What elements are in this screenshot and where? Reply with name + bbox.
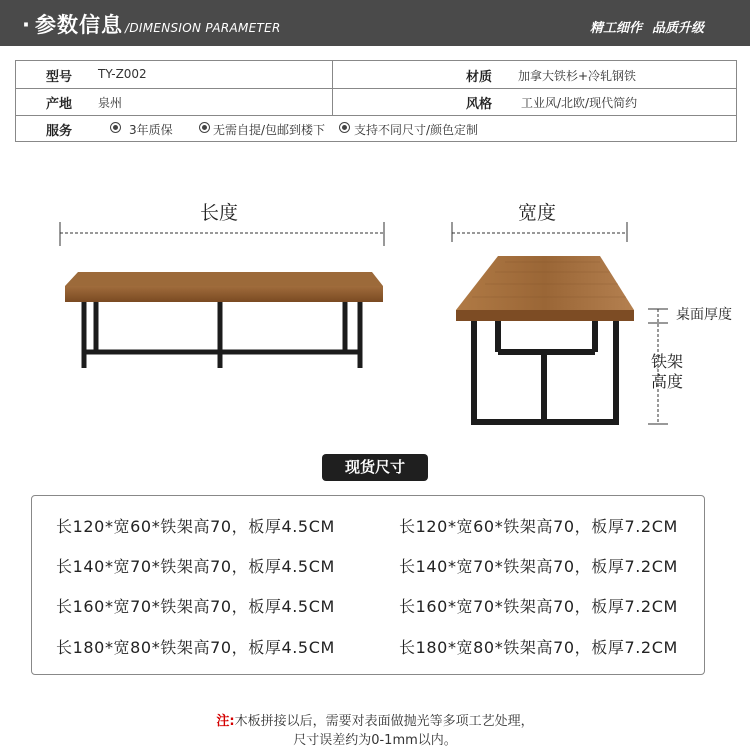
table-front-view (65, 272, 383, 368)
size-left-2: 长140*宽70*铁架高70，板厚4.5CM (56, 557, 335, 576)
service-shipping: 无需自提/包邮到楼下 (213, 123, 326, 137)
footer-note-line2 (0, 729, 750, 748)
service-custom: 支持不同尺寸/颜色定制 (354, 123, 479, 137)
table-side-view (456, 256, 634, 424)
style-label: 风格 (466, 97, 493, 112)
size-left-3: 长160*宽70*铁架高70，板厚4.5CM (56, 597, 335, 616)
slogan-1: 精工细作 (589, 21, 642, 36)
note-prefix: 注: (216, 714, 235, 729)
length-dimension-line (60, 222, 384, 246)
size-left-4: 长180*宽80*铁架高70，板厚4.5CM (56, 638, 335, 657)
title-text: 参数信息 (34, 13, 123, 37)
size-right-3: 长160*宽70*铁架高70，板厚7.2CM (399, 597, 678, 616)
slogan-2: 品质升级 (651, 21, 704, 36)
size-right-1: 长120*宽60*铁架高70，板厚7.2CM (399, 517, 678, 536)
title-subtitle: /DIMENSION PARAMETER (124, 21, 281, 35)
title-dot: · (22, 13, 31, 37)
width-dimension-line (452, 222, 627, 242)
length-label: 长度 (200, 202, 239, 224)
note-line1: 木板拼接以后，需要对表面做抛光等多项工艺处理， (234, 714, 534, 729)
footer-note-line1 (0, 710, 750, 729)
size-right-4: 长180*宽80*铁架高70，板厚7.2CM (399, 638, 678, 657)
service-warranty: 3年质保 (129, 123, 173, 137)
style-value: 工业风/北欧/现代简约 (521, 96, 638, 110)
top-thickness-label: 桌面厚度 (676, 307, 732, 323)
material-value: 加拿大铁杉+冷轧钢铁 (518, 69, 637, 83)
frame-height-label-1: 铁架 (651, 352, 684, 371)
width-label: 宽度 (518, 202, 557, 224)
size-right-2: 长140*宽70*铁架高70，板厚7.2CM (399, 557, 678, 576)
stock-sizes-box (31, 495, 705, 675)
note-line2: 尺寸误差约为0-1mm以内。 (293, 733, 457, 748)
origin-value: 泉州 (98, 96, 123, 110)
origin-label: 产地 (46, 97, 73, 112)
model-label: 型号 (46, 70, 73, 85)
frame-height-label-2: 高度 (651, 372, 684, 391)
size-left-1: 长120*宽60*铁架高70，板厚4.5CM (56, 517, 335, 536)
stock-sizes-badge: 现货尺寸 (322, 454, 428, 481)
material-label: 材质 (466, 70, 493, 85)
service-label: 服务 (46, 124, 73, 139)
model-value: TY-Z002 (98, 67, 147, 81)
